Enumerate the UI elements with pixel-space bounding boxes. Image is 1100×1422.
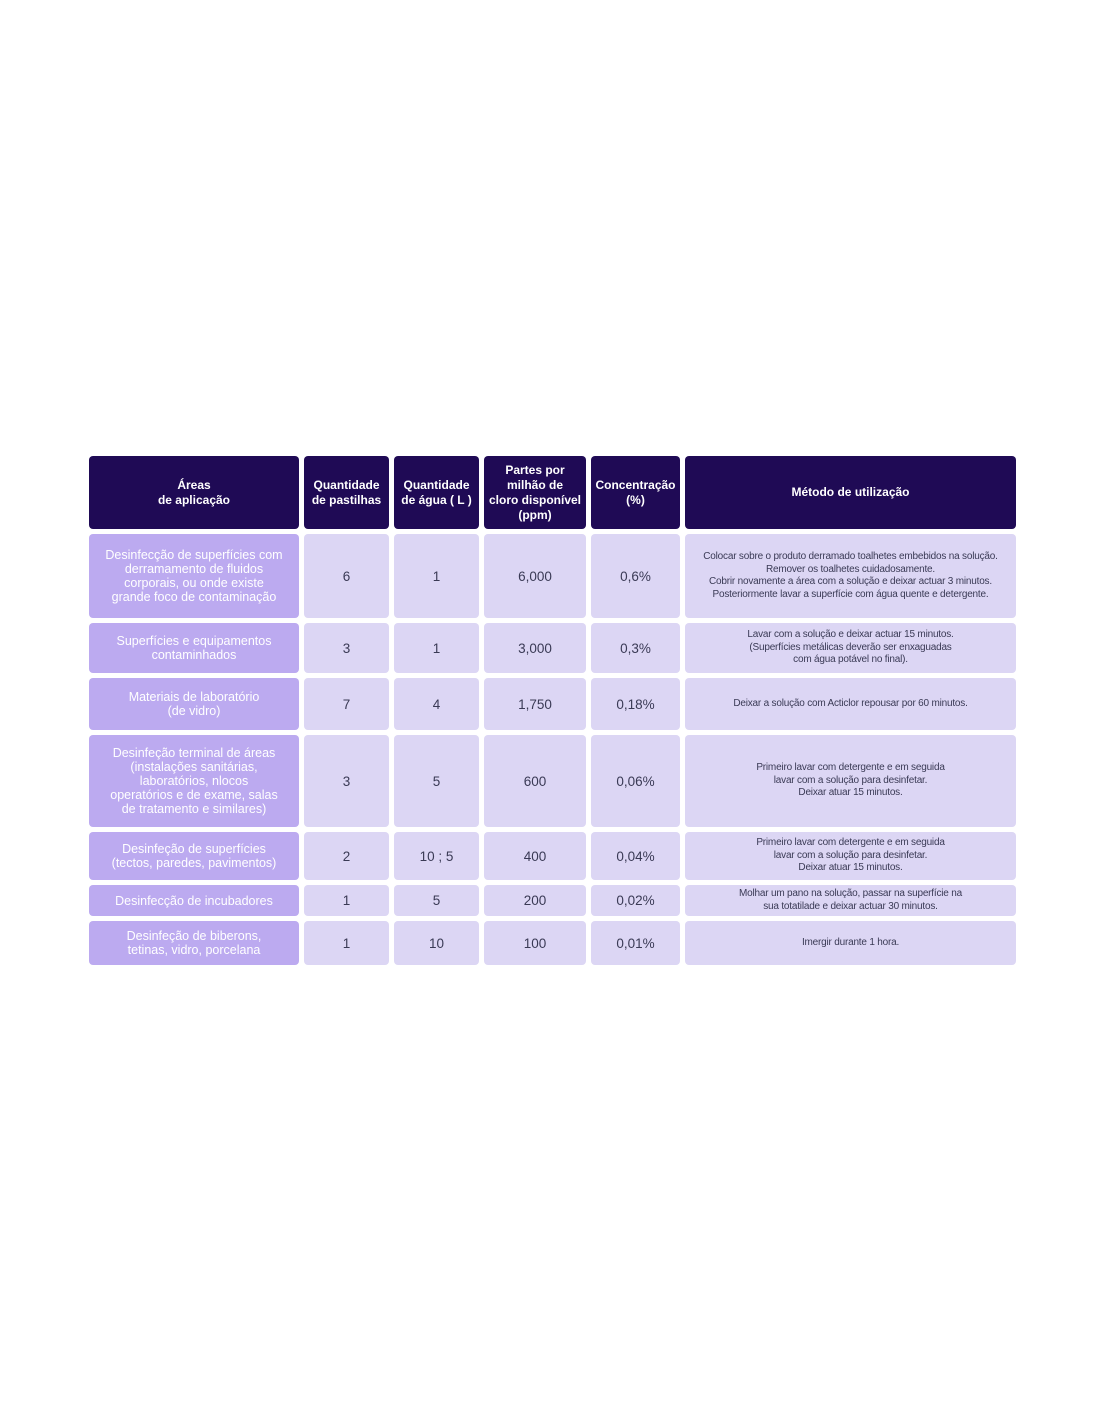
area-cell: Desinfeção de superfícies (tectos, paredes, pavimentos) bbox=[89, 832, 299, 880]
concentracao-cell: 0,04% bbox=[591, 832, 680, 880]
area-cell: Desinfeção terminal de áreas (instalações sanitárias, laboratórios, nlocos operatórios e de exame, salas de tratamento e similares) bbox=[89, 735, 299, 827]
pastilhas-cell: 1 bbox=[304, 885, 389, 916]
metodo-cell: Colocar sobre o produto derramado toalhetes embebidos na solução. Remover os toalhetes cuidadosamente. Cobrir novamente a área com a solução e deixar actuar 3 minutos. Posteriormente lavar a superfície com água quente e detergente. bbox=[685, 534, 1016, 618]
pastilhas-cell: 7 bbox=[304, 678, 389, 730]
area-cell: Materiais de laboratório (de vidro) bbox=[89, 678, 299, 730]
agua-cell: 4 bbox=[394, 678, 479, 730]
concentracao-cell: 0,01% bbox=[591, 921, 680, 965]
ppm-cell: 6,000 bbox=[484, 534, 586, 618]
header-metodo: Método de utilização bbox=[685, 456, 1016, 529]
ppm-cell: 400 bbox=[484, 832, 586, 880]
pastilhas-cell: 1 bbox=[304, 921, 389, 965]
header-ppm: Partes por milhão de cloro disponível (ppm) bbox=[484, 456, 586, 529]
area-cell: Desinfeção de biberons, tetinas, vidro, porcelana bbox=[89, 921, 299, 965]
concentracao-cell: 0,3% bbox=[591, 623, 680, 673]
ppm-cell: 200 bbox=[484, 885, 586, 916]
concentracao-cell: 0,06% bbox=[591, 735, 680, 827]
pastilhas-cell: 3 bbox=[304, 623, 389, 673]
metodo-cell: Deixar a solução com Acticlor repousar por 60 minutos. bbox=[685, 678, 1016, 730]
pastilhas-cell: 6 bbox=[304, 534, 389, 618]
agua-cell: 5 bbox=[394, 735, 479, 827]
pastilhas-cell: 3 bbox=[304, 735, 389, 827]
ppm-cell: 3,000 bbox=[484, 623, 586, 673]
header-pastilhas: Quantidade de pastilhas bbox=[304, 456, 389, 529]
agua-cell: 5 bbox=[394, 885, 479, 916]
pastilhas-cell: 2 bbox=[304, 832, 389, 880]
header-areas: Áreas de aplicação bbox=[89, 456, 299, 529]
header-concentracao: Concentração (%) bbox=[591, 456, 680, 529]
agua-cell: 1 bbox=[394, 623, 479, 673]
agua-cell: 10 ; 5 bbox=[394, 832, 479, 880]
concentracao-cell: 0,6% bbox=[591, 534, 680, 618]
area-cell: Desinfecção de superfícies com derramamento de fluidos corporais, ou onde existe grande foco de contaminação bbox=[89, 534, 299, 618]
concentracao-cell: 0,02% bbox=[591, 885, 680, 916]
agua-cell: 10 bbox=[394, 921, 479, 965]
dosage-table bbox=[89, 456, 1013, 965]
area-cell: Superfícies e equipamentos contaminhados bbox=[89, 623, 299, 673]
ppm-cell: 1,750 bbox=[484, 678, 586, 730]
concentracao-cell: 0,18% bbox=[591, 678, 680, 730]
ppm-cell: 600 bbox=[484, 735, 586, 827]
header-agua: Quantidade de água ( L ) bbox=[394, 456, 479, 529]
metodo-cell: Primeiro lavar com detergente e em seguida lavar com a solução para desinfetar. Deixar atuar 15 minutos. bbox=[685, 735, 1016, 827]
metodo-cell: Lavar com a solução e deixar actuar 15 minutos. (Superfícies metálicas deverão ser enxaguadas com água potável no final). bbox=[685, 623, 1016, 673]
metodo-cell: Primeiro lavar com detergente e em seguida lavar com a solução para desinfetar. Deixar atuar 15 minutos. bbox=[685, 832, 1016, 880]
agua-cell: 1 bbox=[394, 534, 479, 618]
metodo-cell: Molhar um pano na solução, passar na superfície na sua totatilade e deixar actuar 30 minutos. bbox=[685, 885, 1016, 916]
metodo-cell: Imergir durante 1 hora. bbox=[685, 921, 1016, 965]
ppm-cell: 100 bbox=[484, 921, 586, 965]
area-cell: Desinfecção de incubadores bbox=[89, 885, 299, 916]
